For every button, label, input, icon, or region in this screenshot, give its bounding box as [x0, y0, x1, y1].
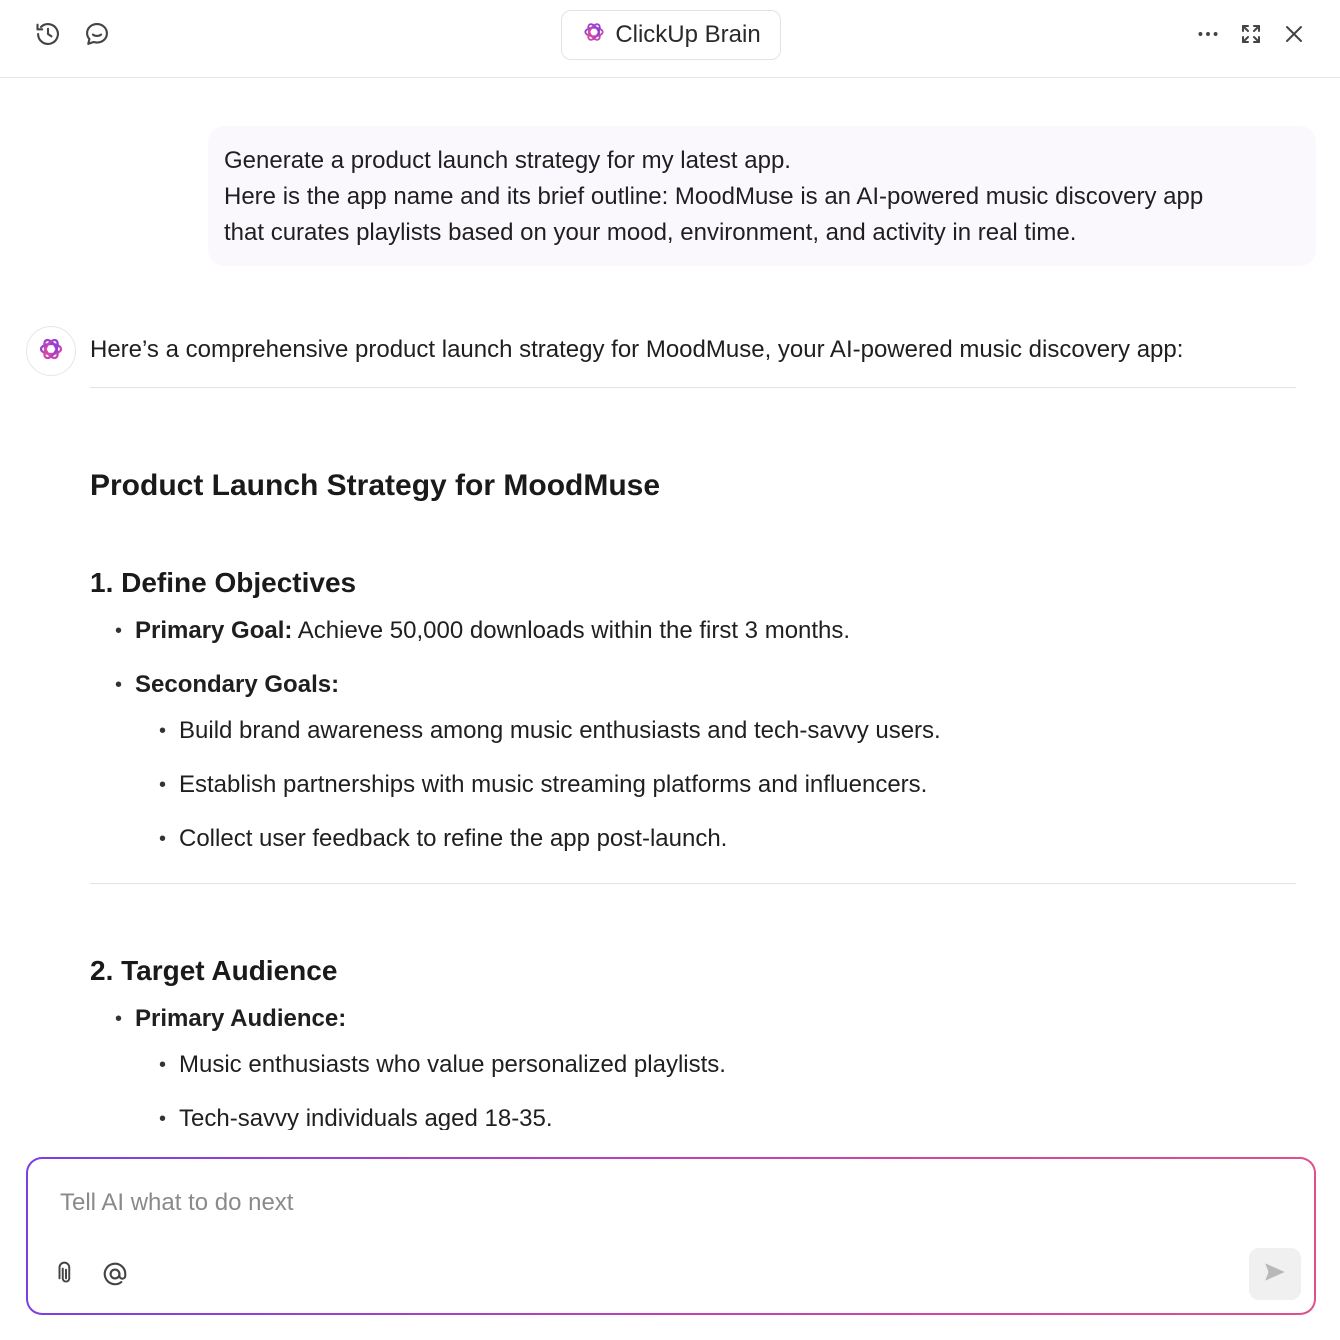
sub-list-item: • Tech-savvy individuals aged 18-35. [90, 1102, 1296, 1130]
brain-logo-icon [36, 334, 66, 369]
list-item [90, 614, 1296, 648]
list-item-label: Primary Audience: [135, 1005, 347, 1032]
ai-response [90, 332, 1296, 1130]
mention-icon[interactable] [98, 1257, 132, 1291]
send-button[interactable] [1249, 1248, 1301, 1300]
user-message-line: Here is the app name and its brief outline: MoodMuse is an AI-powered music discovery app [224, 183, 1204, 210]
more-icon[interactable] [1191, 17, 1225, 51]
divider [90, 387, 1296, 388]
sub-list-item: • Establish partnerships with music streaming platforms and influencers. [90, 768, 1296, 802]
user-message-line: that curates playlists based on your mood, environment, and activity in real time. [224, 219, 1077, 246]
response-title: Product Launch Strategy for MoodMuse [90, 469, 661, 502]
title-pill [561, 10, 781, 60]
ai-intro-text: Here’s a comprehensive product launch strategy for MoodMuse, your AI-powered music discovery app: [90, 336, 1184, 363]
sub-list-item: • Collect user feedback to refine the app post-launch. [90, 822, 1296, 856]
ai-avatar [26, 326, 76, 376]
list-item-label: Secondary Goals: [135, 671, 340, 698]
list-item [90, 1002, 1296, 1036]
close-icon[interactable] [1277, 17, 1311, 51]
expand-icon[interactable] [1234, 17, 1268, 51]
divider [90, 883, 1296, 884]
sub-list-item: • Music enthusiasts who value personalized playlists. [90, 1048, 1296, 1082]
attach-icon[interactable] [49, 1257, 83, 1291]
window-title: ClickUp Brain [615, 21, 761, 48]
list-item [90, 668, 1296, 702]
history-icon[interactable] [31, 17, 65, 51]
list-item-text: Achieve 50,000 downloads within the first 3 months. [292, 617, 851, 644]
conversation-area[interactable] [0, 78, 1340, 1130]
new-chat-icon[interactable] [80, 17, 114, 51]
section-heading: 2. Target Audience [90, 955, 338, 986]
sub-list-item: • Build brand awareness among music enthusiasts and tech-savvy users. [90, 714, 1296, 748]
header [0, 0, 1340, 78]
user-message [208, 126, 1316, 266]
send-icon [1262, 1259, 1288, 1290]
user-message-line: Generate a product launch strategy for my latest app. [224, 147, 791, 174]
section-heading: 1. Define Objectives [90, 567, 357, 598]
composer-inner [28, 1159, 1314, 1313]
list-item-label: Primary Goal: [135, 617, 293, 644]
prompt-input[interactable] [60, 1183, 1240, 1223]
composer [26, 1157, 1316, 1315]
brain-logo-icon [581, 19, 607, 52]
